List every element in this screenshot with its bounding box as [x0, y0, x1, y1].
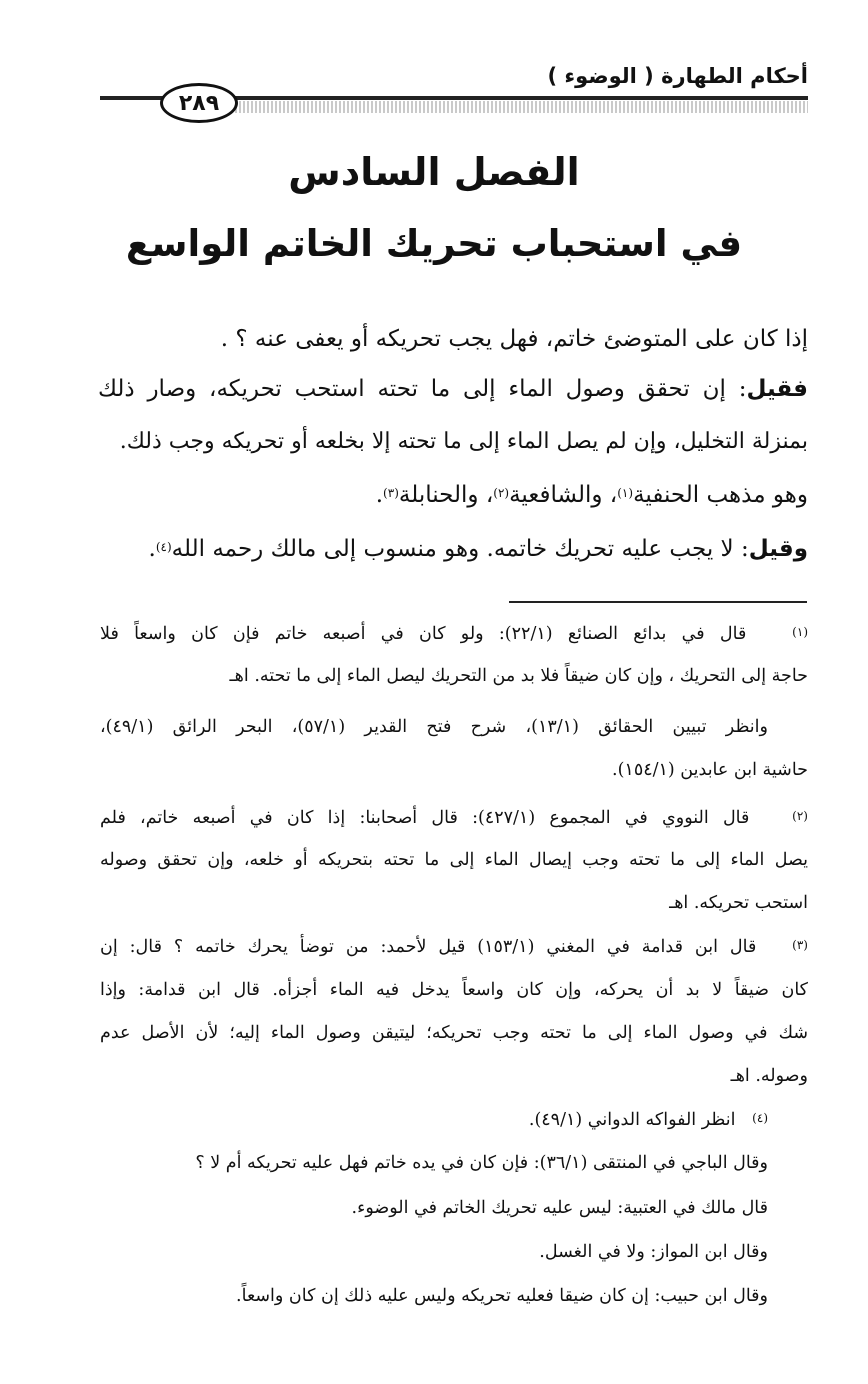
- footnote-ref-4[interactable]: (٤): [155, 540, 172, 554]
- footnote-1-line-1: [100, 622, 808, 646]
- footnote-2-line-2: يصل الماء إلى ما تحته وجب إيصال الماء إلى ما تحته بتحريكه أو خلعه، وإن تحقق وصوله: [100, 850, 808, 870]
- footnote-4-text-1: انظر الفواكه الدواني (٤٩/١).: [528, 1110, 736, 1130]
- footnote-4-line-1: [100, 1108, 768, 1132]
- running-title: أحكام الطهارة ( الوضوء ): [547, 64, 808, 88]
- footnote-4-line-4: وقال ابن المواز: ولا في الغسل.: [539, 1242, 768, 1262]
- chapter-title: الفصل السادس: [288, 150, 580, 194]
- p4-text: : لا يجب عليه تحريك خاتمه. وهو منسوب إلى مالك رحمه الله: [171, 536, 749, 562]
- footnote-ref-1[interactable]: (١): [617, 486, 634, 500]
- footnote-2-line-3: استحب تحريكه. اهـ: [669, 893, 808, 913]
- footnote-ref-3[interactable]: (٣): [383, 486, 399, 500]
- footnote-3-text-1: قال ابن قدامة في المغني (١٥٣/١) قيل لأحمد: من توضأ يحرك خاتمه ؟ قال: إن: [100, 937, 757, 957]
- footnote-4-line-5: وقال ابن حبيب: إن كان ضيقا فعليه تحريكه وليس عليه ذلك إن كان واسعاً.: [236, 1286, 768, 1306]
- p3-text-c: ، والحنابلة: [398, 482, 494, 508]
- body-paragraph-2-line-2: بمنزلة التخليل، وإن لم يصل الماء إلى ما تحته إلا بخلعه أو تحريكه وجب ذلك.: [119, 429, 808, 454]
- p3-text-b: ، والشافعية: [509, 482, 618, 508]
- page-number: ٢٨٩: [178, 90, 220, 116]
- footnote-separator: [509, 601, 807, 603]
- footnote-3-line-4: وصوله. اهـ: [730, 1066, 808, 1086]
- footnote-2-line-1: [100, 806, 808, 830]
- p2-line-1-text: : إن تحقق وصول الماء إلى ما تحته استحب تحريكه، وصار ذلك: [98, 376, 747, 402]
- footnote-ref-2[interactable]: (٢): [493, 486, 510, 500]
- footnote-4-line-3: قال مالك في العتبية: ليس عليه تحريك الخاتم في الوضوء.: [351, 1198, 768, 1218]
- footnote-2-marker: (٢): [792, 809, 808, 823]
- footnote-1-text-1: قال في بدائع الصنائع (٢٢/١): ولو كان في أصبعه خاتم فإن كان واسعاً فلا: [100, 624, 747, 644]
- footnote-3-line-3: شك في وصول الماء إلى ما تحته وجب تحريكه؛ ليتيقن وصول الماء إليه؛ لأن الأصل عدم: [100, 1023, 808, 1043]
- p3-text-a: وهو مذهب الحنفية: [633, 482, 808, 508]
- footnote-1-line-2: حاجة إلى التحريك ، وإن كان ضيقاً فلا بد من التحريك ليصل الماء إلى ما تحته. اهـ: [229, 666, 808, 686]
- body-paragraph-4: [98, 532, 808, 566]
- page-number-badge: [160, 83, 238, 123]
- waqila-label: وقيل: [748, 536, 808, 562]
- footnote-4-line-2: وقال الباجي في المنتقى (٣٦/١): فإن كان في يده خاتم فهل عليه تحريكه أم لا ؟: [195, 1153, 768, 1173]
- body-paragraph-2-line-1: [98, 372, 808, 406]
- qila-label: فقيل: [746, 376, 808, 402]
- footnote-1-line-4: حاشية ابن عابدين (١٥٤/١).: [612, 760, 808, 780]
- footnote-1-marker: (١): [792, 625, 808, 639]
- footnote-4-marker: (٤): [752, 1111, 768, 1125]
- footnote-2-text-1: قال النووي في المجموع (٤٢٧/١): قال أصحابنا: إذا كان في أصبعه خاتم، فلم: [100, 808, 750, 828]
- footnote-3-line-1: [100, 935, 808, 959]
- footnote-3-marker: (٣): [792, 938, 808, 952]
- header-rule-shading: [235, 101, 808, 113]
- footnote-1-line-3: وانظر تبيين الحقائق (١٣/١)، شرح فتح القدير (٥٧/١)، البحر الرائق (٤٩/١)،: [100, 717, 768, 737]
- p4-end: .: [148, 536, 156, 562]
- body-paragraph-3: [98, 478, 808, 512]
- body-paragraph-1: إذا كان على المتوضئ خاتم، فهل يجب تحريكه أو يعفى عنه ؟ .: [220, 326, 808, 352]
- chapter-subtitle: في استحباب تحريك الخاتم الواسع: [125, 222, 743, 265]
- p3-text-d: .: [375, 482, 384, 508]
- footnote-3-line-2: كان ضيقاً لا بد أن يحركه، وإن كان واسعاً يدخل فيه الماء أجزأه. قال ابن قدامة: وإذا: [100, 980, 808, 1000]
